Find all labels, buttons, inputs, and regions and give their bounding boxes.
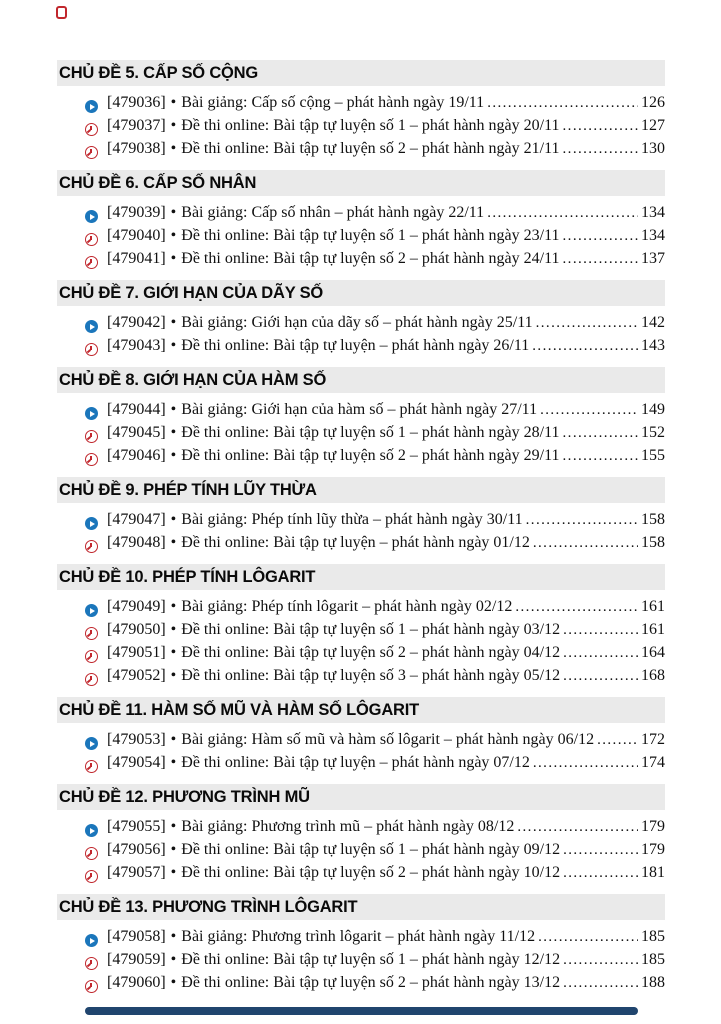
page-number: 185 (641, 951, 665, 968)
toc-item (57, 951, 665, 974)
clock-icon (85, 760, 98, 773)
item-bullet: • (170, 447, 177, 464)
item-text: Bài giảng: Phép tính lôgarit – phát hành ngày 02/12 (181, 598, 513, 615)
section-items (57, 731, 665, 777)
item-bullet: • (170, 621, 177, 638)
dot-leader (538, 928, 638, 946)
item-text: Đề thi online: Bài tập tự luyện số 2 – phát hành ngày 29/11 (181, 447, 560, 464)
page-number: 185 (641, 928, 665, 945)
item-code: [479048] (107, 534, 166, 551)
page-number: 181 (641, 864, 665, 881)
toc-item (57, 644, 665, 667)
item-bullet: • (170, 864, 177, 881)
dot-leader (563, 424, 638, 442)
dot-leader (536, 314, 638, 332)
item-text: Đề thi online: Bài tập tự luyện số 1 – phát hành ngày 28/11 (181, 424, 560, 441)
page-number: 127 (641, 117, 665, 134)
item-text: Bài giảng: Giới hạn của hàm số – phát hành ngày 27/11 (181, 401, 538, 418)
dot-leader (563, 841, 638, 859)
clock-icon (85, 256, 98, 269)
section-title: CHỦ ĐỀ 7. GIỚI HẠN CỦA DÃY SỐ (59, 284, 324, 302)
dot-leader (563, 951, 638, 969)
section-header (57, 170, 665, 196)
item-code: [479044] (107, 401, 166, 418)
toc-item (57, 117, 665, 140)
dot-leader (597, 731, 638, 749)
item-bullet: • (170, 731, 177, 748)
item-text: Đề thi online: Bài tập tự luyện số 2 – phát hành ngày 13/12 (181, 974, 561, 991)
play-icon (85, 604, 98, 617)
toc-item (57, 534, 665, 557)
dot-leader (533, 534, 638, 552)
item-code: [479040] (107, 227, 166, 244)
toc-section (57, 784, 665, 887)
section-items (57, 818, 665, 887)
page-number: 158 (641, 534, 665, 551)
section-header (57, 60, 665, 86)
item-text: Đề thi online: Bài tập tự luyện số 2 – phát hành ngày 10/12 (181, 864, 561, 881)
item-text: Đề thi online: Bài tập tự luyện số 2 – phát hành ngày 04/12 (181, 644, 561, 661)
item-bullet: • (170, 424, 177, 441)
page-number: 142 (641, 314, 665, 331)
play-icon (85, 934, 98, 947)
section-items (57, 314, 665, 360)
page-number: 149 (641, 401, 665, 418)
item-bullet: • (170, 204, 177, 221)
section-header (57, 564, 665, 590)
item-bullet: • (170, 644, 177, 661)
item-bullet: • (170, 337, 177, 354)
item-text: Bài giảng: Phương trình mũ – phát hành ngày 08/12 (181, 818, 515, 835)
item-code: [479046] (107, 447, 166, 464)
dot-leader (526, 511, 638, 529)
item-bullet: • (170, 667, 177, 684)
play-icon (85, 100, 98, 113)
toc-item (57, 337, 665, 360)
item-code: [479043] (107, 337, 166, 354)
section-header (57, 697, 665, 723)
toc-item (57, 841, 665, 864)
toc-item (57, 864, 665, 887)
item-code: [479037] (107, 117, 166, 134)
page-number: 188 (641, 974, 665, 991)
item-code: [479056] (107, 841, 166, 858)
item-code: [479058] (107, 928, 166, 945)
page-number: 179 (641, 841, 665, 858)
item-bullet: • (170, 314, 177, 331)
item-text: Bài giảng: Cấp số cộng – phát hành ngày 19/11 (181, 94, 485, 111)
toc-section (57, 564, 665, 690)
item-code: [479060] (107, 974, 166, 991)
clock-icon (85, 673, 98, 686)
clock-icon (85, 847, 98, 860)
dot-leader (563, 117, 638, 135)
item-code: [479038] (107, 140, 166, 157)
page-number: 143 (641, 337, 665, 354)
dot-leader (563, 250, 638, 268)
item-bullet: • (170, 227, 177, 244)
clock-icon (85, 957, 98, 970)
clock-icon (85, 123, 98, 136)
section-title: CHỦ ĐỀ 12. PHƯƠNG TRÌNH MŨ (59, 788, 310, 806)
item-text: Đề thi online: Bài tập tự luyện số 3 – phát hành ngày 05/12 (181, 667, 561, 684)
toc-item (57, 447, 665, 470)
item-text: Đề thi online: Bài tập tự luyện số 2 – phát hành ngày 24/11 (181, 250, 560, 267)
section-header (57, 280, 665, 306)
item-code: [479050] (107, 621, 166, 638)
section-title: CHỦ ĐỀ 13. PHƯƠNG TRÌNH LÔGARIT (59, 898, 358, 916)
dot-leader (563, 140, 638, 158)
section-title: CHỦ ĐỀ 5. CẤP SỐ CỘNG (59, 64, 259, 82)
clock-icon (85, 343, 98, 356)
item-bullet: • (170, 511, 177, 528)
item-code: [479055] (107, 818, 166, 835)
section-items (57, 598, 665, 690)
section-title: CHỦ ĐỀ 9. PHÉP TÍNH LŨY THỪA (59, 481, 317, 499)
section-items (57, 511, 665, 557)
item-code: [479059] (107, 951, 166, 968)
toc-section (57, 894, 665, 997)
play-icon (85, 320, 98, 333)
item-bullet: • (170, 818, 177, 835)
item-code: [479041] (107, 250, 166, 267)
clock-icon (85, 980, 98, 993)
item-text: Đề thi online: Bài tập tự luyện số 1 – phát hành ngày 12/12 (181, 951, 561, 968)
page-number: 134 (641, 227, 665, 244)
clock-icon (85, 870, 98, 883)
item-text: Bài giảng: Phương trình lôgarit – phát hành ngày 11/12 (181, 928, 536, 945)
page-number: 137 (641, 250, 665, 267)
section-title: CHỦ ĐỀ 6. CẤP SỐ NHÂN (59, 174, 257, 192)
dot-leader (487, 94, 638, 112)
section-title: CHỦ ĐỀ 8. GIỚI HẠN CỦA HÀM SỐ (59, 371, 327, 389)
item-text: Đề thi online: Bài tập tự luyện số 1 – phát hành ngày 03/12 (181, 621, 561, 638)
dot-leader (532, 337, 638, 355)
item-code: [479042] (107, 314, 166, 331)
clock-icon (85, 650, 98, 663)
item-bullet: • (170, 250, 177, 267)
item-bullet: • (170, 951, 177, 968)
dot-leader (517, 818, 638, 836)
clock-icon (85, 627, 98, 640)
toc-item (57, 424, 665, 447)
page-number: 161 (641, 598, 665, 615)
item-bullet: • (170, 401, 177, 418)
item-code: [479036] (107, 94, 166, 111)
item-text: Đề thi online: Bài tập tự luyện số 1 – phát hành ngày 09/12 (181, 841, 561, 858)
toc-item (57, 818, 665, 841)
item-code: [479053] (107, 731, 166, 748)
section-items (57, 928, 665, 997)
page-number: 152 (641, 424, 665, 441)
toc-section (57, 477, 665, 557)
page-number: 168 (641, 667, 665, 684)
clock-icon (85, 146, 98, 159)
page-number: 174 (641, 754, 665, 771)
page-number: 155 (641, 447, 665, 464)
play-icon (85, 210, 98, 223)
page-number: 161 (641, 621, 665, 638)
dot-leader (563, 974, 638, 992)
page-number: 130 (641, 140, 665, 157)
dot-leader (563, 667, 638, 685)
play-icon (85, 517, 98, 530)
play-icon (85, 737, 98, 750)
item-code: [479054] (107, 754, 166, 771)
page-number: 179 (641, 818, 665, 835)
toc-item (57, 731, 665, 754)
item-bullet: • (170, 534, 177, 551)
section-items (57, 204, 665, 273)
item-bullet: • (170, 94, 177, 111)
item-text: Đề thi online: Bài tập tự luyện – phát hành ngày 26/11 (181, 337, 530, 354)
toc-item (57, 401, 665, 424)
toc-item (57, 754, 665, 777)
page-number: 164 (641, 644, 665, 661)
item-text: Đề thi online: Bài tập tự luyện – phát hành ngày 01/12 (181, 534, 530, 551)
dot-leader (563, 644, 638, 662)
section-header (57, 784, 665, 810)
item-bullet: • (170, 117, 177, 134)
dot-leader (487, 204, 638, 222)
toc-item (57, 250, 665, 273)
toc-item (57, 511, 665, 534)
item-code: [479057] (107, 864, 166, 881)
item-code: [479049] (107, 598, 166, 615)
item-text: Bài giảng: Cấp số nhân – phát hành ngày 22/11 (181, 204, 485, 221)
clock-icon (85, 453, 98, 466)
dot-leader (515, 598, 638, 616)
page-number: 126 (641, 94, 665, 111)
item-code: [479047] (107, 511, 166, 528)
item-bullet: • (170, 974, 177, 991)
section-title: CHỦ ĐỀ 11. HÀM SỐ MŨ VÀ HÀM SỐ LÔGARIT (59, 701, 420, 719)
clock-icon (85, 540, 98, 553)
toc-item (57, 974, 665, 997)
toc-item (57, 928, 665, 951)
page-number: 134 (641, 204, 665, 221)
item-bullet: • (170, 754, 177, 771)
item-code: [479045] (107, 424, 166, 441)
toc-section (57, 280, 665, 360)
page-number: 158 (641, 511, 665, 528)
toc-item (57, 227, 665, 250)
section-header (57, 894, 665, 920)
toc-section (57, 697, 665, 777)
play-icon (85, 407, 98, 420)
clock-icon (85, 430, 98, 443)
section-header (57, 367, 665, 393)
toc-item (57, 314, 665, 337)
dot-leader (540, 401, 638, 419)
dot-leader (563, 621, 638, 639)
section-items (57, 401, 665, 470)
toc-item (57, 94, 665, 117)
toc-item (57, 667, 665, 690)
toc-item (57, 204, 665, 227)
dot-leader (533, 754, 638, 772)
item-code: [479039] (107, 204, 166, 221)
item-code: [479052] (107, 667, 166, 684)
item-text: Đề thi online: Bài tập tự luyện – phát hành ngày 07/12 (181, 754, 530, 771)
item-text: Bài giảng: Giới hạn của dãy số – phát hành ngày 25/11 (181, 314, 533, 331)
item-text: Bài giảng: Hàm số mũ và hàm số lôgarit – phát hành ngày 06/12 (181, 731, 595, 748)
toc-section (57, 170, 665, 273)
toc-section (57, 60, 665, 163)
dot-leader (563, 864, 638, 882)
item-text: Đề thi online: Bài tập tự luyện số 2 – phát hành ngày 21/11 (181, 140, 560, 157)
dot-leader (563, 227, 638, 245)
toc-section (57, 367, 665, 470)
item-text: Bài giảng: Phép tính lũy thừa – phát hành ngày 30/11 (181, 511, 523, 528)
item-bullet: • (170, 140, 177, 157)
item-text: Đề thi online: Bài tập tự luyện số 1 – phát hành ngày 20/11 (181, 117, 560, 134)
section-header (57, 477, 665, 503)
section-items (57, 94, 665, 163)
play-icon (85, 824, 98, 837)
toc-item (57, 598, 665, 621)
toc (57, 60, 665, 997)
toc-item (57, 621, 665, 644)
item-code: [479051] (107, 644, 166, 661)
toc-item (57, 140, 665, 163)
item-bullet: • (170, 598, 177, 615)
dot-leader (563, 447, 638, 465)
page-number: 172 (641, 731, 665, 748)
item-text: Đề thi online: Bài tập tự luyện số 1 – phát hành ngày 23/11 (181, 227, 560, 244)
footer-bar (85, 1007, 638, 1015)
item-bullet: • (170, 841, 177, 858)
section-title: CHỦ ĐỀ 10. PHÉP TÍNH LÔGARIT (59, 568, 316, 586)
clock-icon (85, 233, 98, 246)
item-bullet: • (170, 928, 177, 945)
